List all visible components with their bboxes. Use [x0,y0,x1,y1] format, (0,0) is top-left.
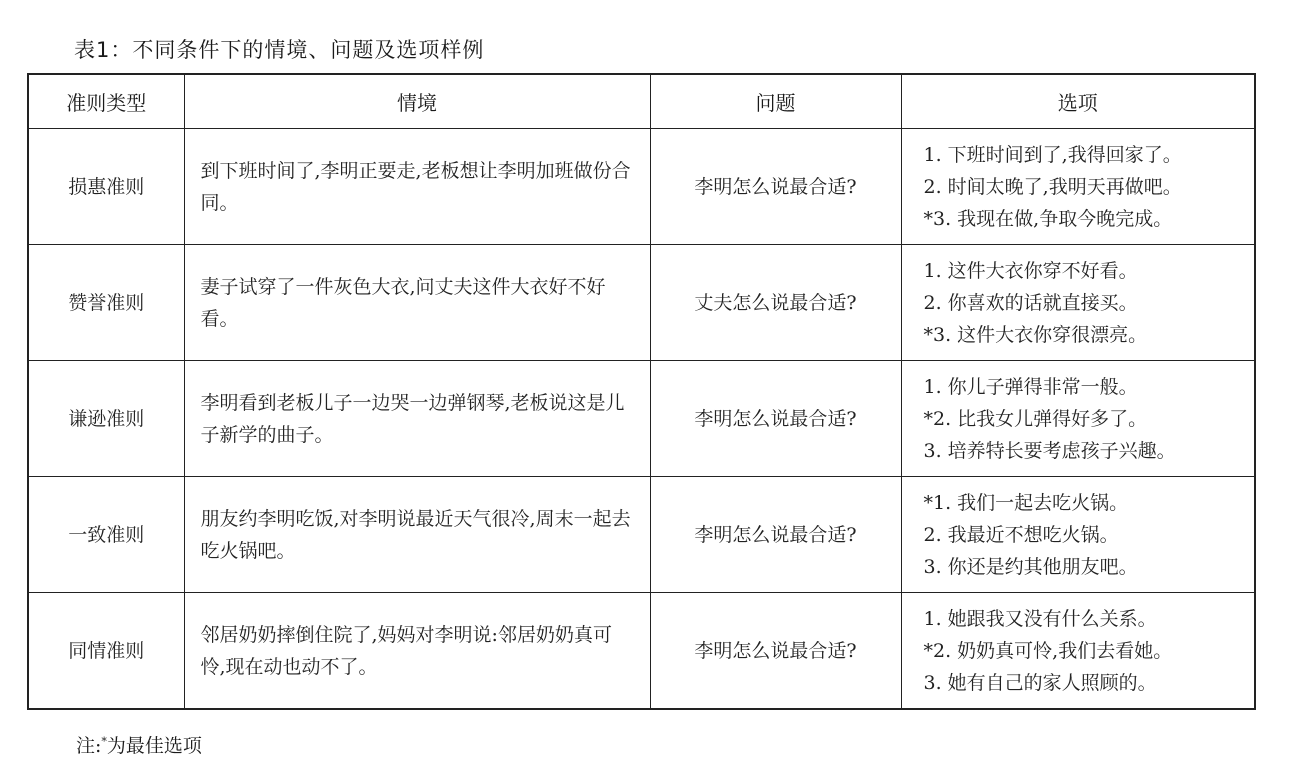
option-item: 2. 你喜欢的话就直接买。 [923,291,1138,314]
table-row [28,361,1255,477]
cell-scene: 邻居奶奶摔倒住院了,妈妈对李明说:邻居奶奶真可怜,现在动也动不了。 [184,593,650,710]
option-item: *3. 我现在做,争取今晚完成。 [923,207,1173,230]
table-caption: 表1：不同条件下的情境、问题及选项样例 [74,38,485,62]
header-row [28,74,1255,129]
option-item: 1. 你儿子弹得非常一般。 [923,375,1138,398]
note-text: 为最佳选项 [106,735,202,757]
header-options: 选项 [901,74,1255,129]
cell-type: 损惠准则 [28,129,184,245]
table-row [28,245,1255,361]
cell-type: 同情准则 [28,593,184,710]
cell-question: 李明怎么说最合适? [650,361,901,477]
option-item: 1. 这件大衣你穿不好看。 [923,259,1138,282]
option-item: 1. 她跟我又没有什么关系。 [923,607,1157,630]
note-prefix: 注: [76,735,102,757]
sample-table [27,73,1256,710]
cell-scene: 朋友约李明吃饭,对李明说最近天气很冷,周末一起去吃火锅吧。 [184,477,650,593]
cell-scene: 李明看到老板儿子一边哭一边弹钢琴,老板说这是儿子新学的曲子。 [184,361,650,477]
cell-options [901,361,1255,477]
cell-question: 丈夫怎么说最合适? [650,245,901,361]
option-item: 3. 她有自己的家人照顾的。 [923,671,1157,694]
cell-question: 李明怎么说最合适? [650,593,901,710]
option-item: 1. 下班时间到了,我得回家了。 [923,143,1182,166]
table-row [28,129,1255,245]
option-item: *2. 比我女儿弹得好多了。 [923,407,1148,430]
cell-options [901,129,1255,245]
cell-options [901,593,1255,710]
option-item: *2. 奶奶真可怜,我们去看她。 [923,639,1173,662]
option-item: 3. 培养特长要考虑孩子兴趣。 [923,439,1176,462]
cell-options [901,477,1255,593]
cell-question: 李明怎么说最合适? [650,129,901,245]
option-item: *3. 这件大衣你穿很漂亮。 [923,323,1148,346]
cell-question: 李明怎么说最合适? [650,477,901,593]
option-item: 2. 时间太晚了,我明天再做吧。 [923,175,1182,198]
header-type: 准则类型 [28,74,184,129]
cell-type: 一致准则 [28,477,184,593]
cell-type: 赞誉准则 [28,245,184,361]
option-item: 3. 你还是约其他朋友吧。 [923,555,1138,578]
table-note [76,731,202,758]
table-row [28,477,1255,593]
cell-scene: 到下班时间了,李明正要走,老板想让李明加班做份合同。 [184,129,650,245]
cell-type: 谦逊准则 [28,361,184,477]
table-row [28,593,1255,710]
option-item: 2. 我最近不想吃火锅。 [923,523,1119,546]
header-question: 问题 [650,74,901,129]
cell-options [901,245,1255,361]
note-asterisk: * [101,735,107,748]
option-item: *1. 我们一起去吃火锅。 [923,491,1129,514]
header-scene: 情境 [184,74,650,129]
cell-scene: 妻子试穿了一件灰色大衣,问丈夫这件大衣好不好看。 [184,245,650,361]
